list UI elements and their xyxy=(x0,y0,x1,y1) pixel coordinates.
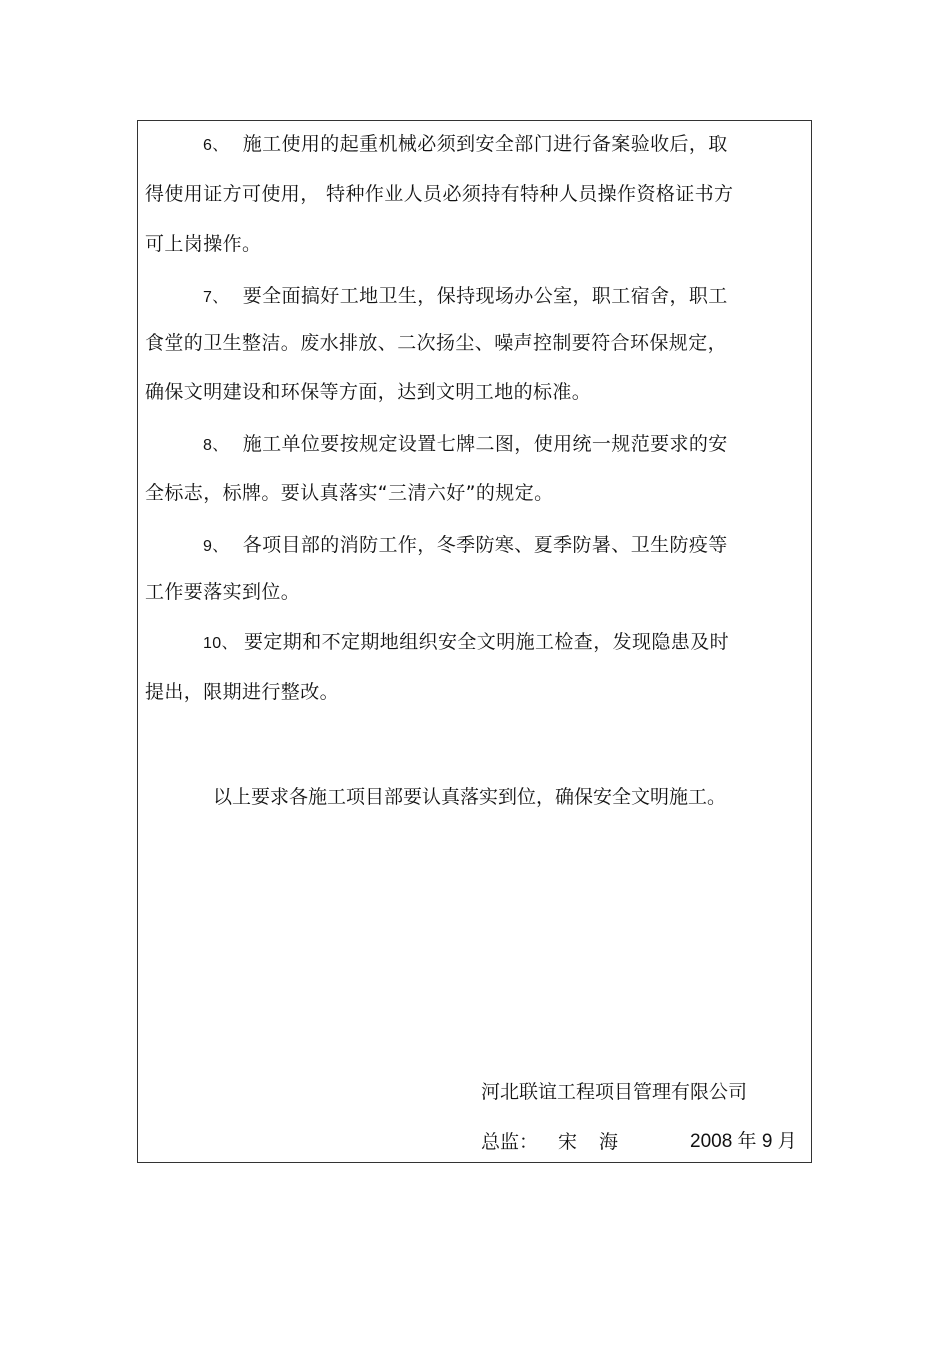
item-9-line-1: 9、 各项目部的消防工作，冬季防寒、夏季防暑、卫生防疫等 xyxy=(203,534,728,556)
item-6-number: 6、 xyxy=(203,137,229,154)
item-6-line-2: 得使用证方可使用， 特种作业人员必须持有特种人员操作资格证书方 xyxy=(145,183,734,205)
company-name: 河北联谊工程项目管理有限公司 xyxy=(481,1081,748,1103)
item-9-line-2: 工作要落实到位。 xyxy=(145,581,301,603)
signature-role: 总监： xyxy=(481,1131,539,1153)
item-6-line-3: 可上岗操作。 xyxy=(145,233,262,255)
item-7-line-3: 确保文明建设和环保等方面，达到文明工地的标准。 xyxy=(145,381,592,403)
item-7-line-2: 食堂的卫生整洁。废水排放、二次扬尘、噪声控制要符合环保规定， xyxy=(145,332,728,354)
item-8-number: 8、 xyxy=(203,437,229,454)
item-10-line-1: 10、 要定期和不定期地组织安全文明施工检查，发现隐患及时 xyxy=(203,631,730,653)
signature-line xyxy=(481,1130,626,1154)
signature-name: 宋 海 xyxy=(558,1131,627,1153)
item-8-line-1: 8、 施工单位要按规定设置七牌二图，使用统一规范要求的安 xyxy=(203,433,728,455)
item-7-number: 7、 xyxy=(203,289,229,306)
item-8-line-2: 全标志，标牌。要认真落实“三清六好”的规定。 xyxy=(145,482,554,504)
item-6-line-1: 6、 施工使用的起重机械必须到安全部门进行备案验收后，取 xyxy=(203,133,728,155)
item-10-number: 10、 xyxy=(203,635,238,652)
signature-date: 2008 年 9 月 xyxy=(690,1131,797,1152)
item-10-line-2: 提出，限期进行整改。 xyxy=(145,681,340,703)
item-7-line-1: 7、 要全面搞好工地卫生，保持现场办公室，职工宿舍，职工 xyxy=(203,285,728,307)
closing-statement: 以上要求各施工项目部要认真落实到位，确保安全文明施工。 xyxy=(213,786,727,808)
item-9-number: 9、 xyxy=(203,538,229,555)
